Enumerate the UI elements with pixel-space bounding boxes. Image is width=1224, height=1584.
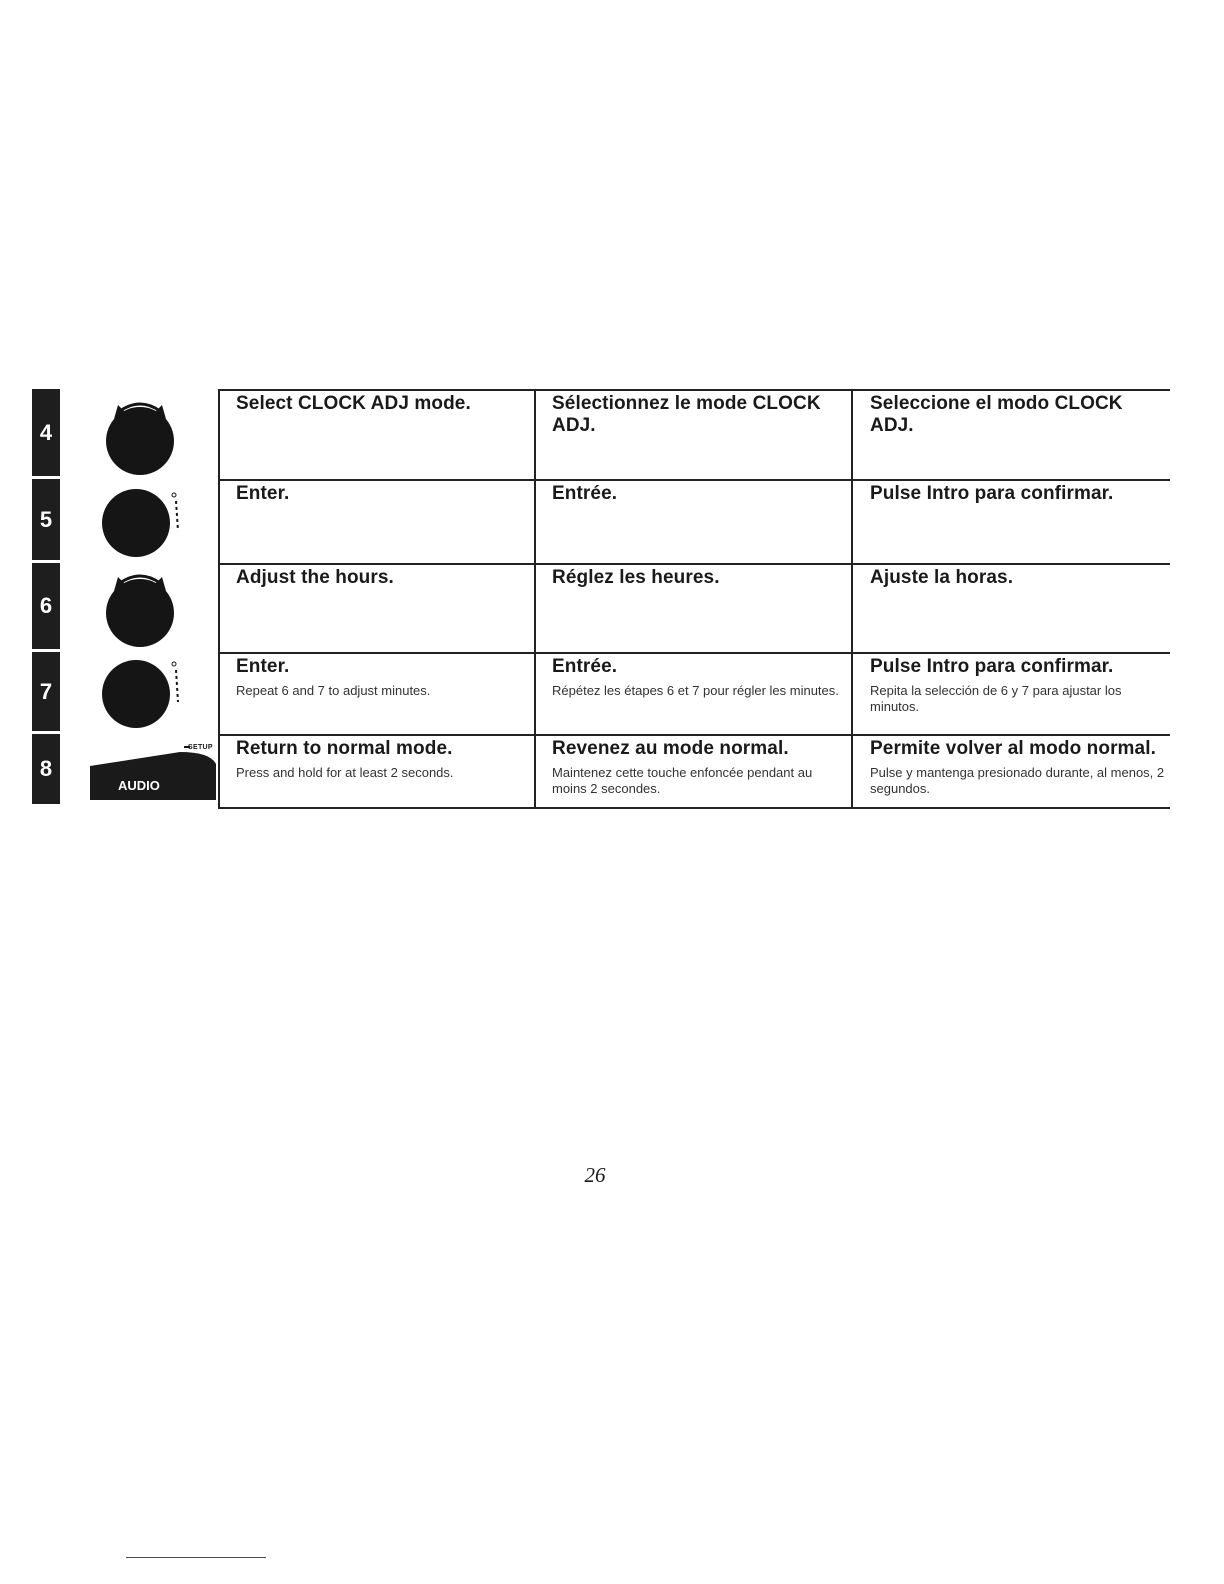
es-title: Permite volver al modo normal.	[870, 738, 1156, 759]
step-number: 5	[32, 479, 60, 560]
fr-note: Répétez les étapes 6 et 7 pour régler les minutes.	[552, 683, 839, 698]
fr-cell	[552, 656, 842, 699]
rotary-knob-icon	[60, 563, 218, 652]
fr-cell	[552, 393, 842, 437]
fr-title: Entrée.	[552, 483, 618, 504]
push-knob-icon	[60, 652, 218, 734]
es-title: Pulse Intro para confirmar.	[870, 483, 1114, 504]
step-number: 8	[32, 734, 60, 804]
en-cell	[236, 738, 526, 781]
en-note: Repeat 6 and 7 to adjust minutes.	[236, 683, 431, 698]
step-row-8	[32, 734, 1170, 807]
en-title: Adjust the hours.	[236, 567, 394, 588]
footer-rule	[126, 1557, 266, 1558]
es-title: Pulse Intro para confirmar.	[870, 656, 1114, 677]
es-note: Pulse y mantenga presionado durante, al menos, 2 segundos.	[870, 765, 1165, 796]
setup-label: SETUP	[188, 744, 213, 751]
fr-title: Sélectionnez le mode CLOCK ADJ.	[552, 393, 821, 436]
en-note: Press and hold for at least 2 seconds.	[236, 765, 454, 780]
step-number: 4	[32, 389, 60, 476]
fr-cell	[552, 738, 842, 797]
fr-title: Revenez au mode normal.	[552, 738, 789, 759]
fr-note: Maintenez cette touche enfoncée pendant au moins 2 secondes.	[552, 765, 813, 796]
en-title: Return to normal mode.	[236, 738, 453, 759]
en-cell	[236, 393, 526, 415]
es-cell	[870, 567, 1170, 589]
en-title: Enter.	[236, 483, 290, 504]
es-cell	[870, 738, 1170, 797]
en-cell	[236, 483, 526, 505]
es-cell	[870, 393, 1170, 437]
fr-title: Réglez les heures.	[552, 567, 720, 588]
es-cell	[870, 656, 1170, 715]
step-row-7	[32, 652, 1170, 734]
es-title: Ajuste la horas.	[870, 567, 1014, 588]
step-row-4	[32, 389, 1170, 479]
audio-button-icon	[60, 734, 218, 807]
en-cell	[236, 656, 526, 699]
page-number: 26	[584, 1163, 606, 1187]
rotary-knob-icon	[60, 389, 218, 479]
es-cell	[870, 483, 1170, 505]
step-row-6	[32, 563, 1170, 652]
push-knob-icon	[60, 479, 218, 563]
fr-cell	[552, 483, 842, 505]
step-number: 7	[32, 652, 60, 731]
en-cell	[236, 567, 526, 589]
es-note: Repita la selección de 6 y 7 para ajustar los minutos.	[870, 683, 1122, 714]
audio-button-label: AUDIO	[118, 778, 160, 793]
fr-cell	[552, 567, 842, 589]
en-title: Select CLOCK ADJ mode.	[236, 393, 471, 414]
en-title: Enter.	[236, 656, 290, 677]
fr-title: Entrée.	[552, 656, 618, 677]
instruction-table	[32, 389, 1170, 807]
step-number: 6	[32, 563, 60, 649]
es-title: Seleccione el modo CLOCK ADJ.	[870, 393, 1123, 436]
step-row-5	[32, 479, 1170, 563]
